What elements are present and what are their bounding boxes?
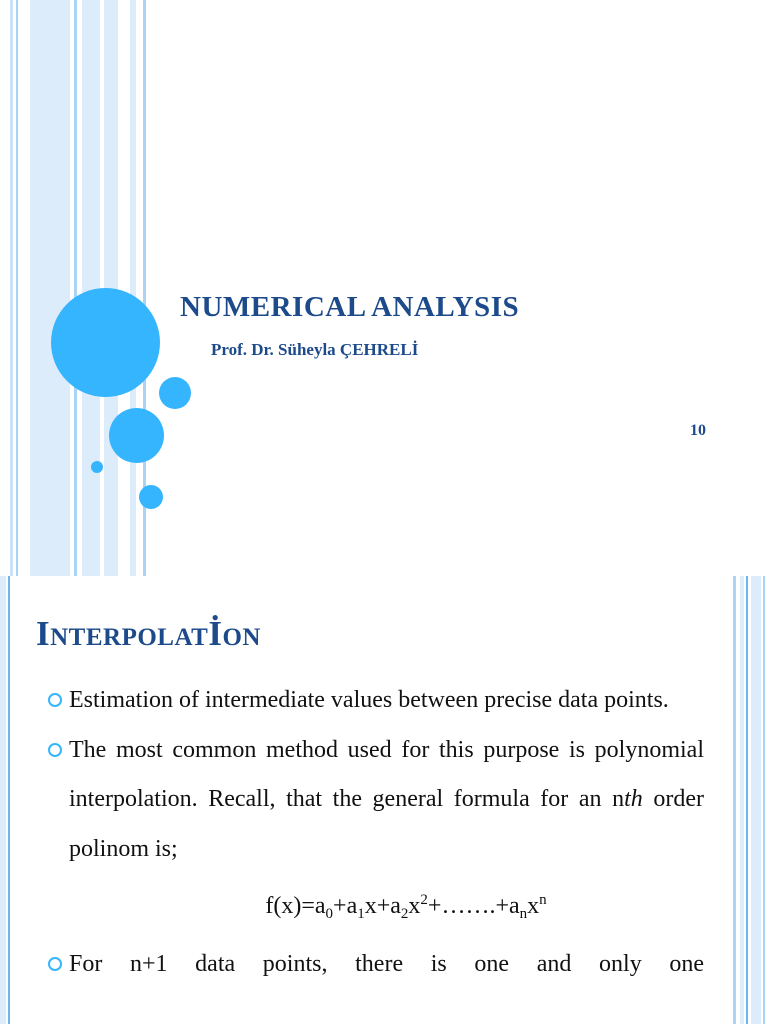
polynomial-formula: $f(x)=a_0+a_1x+a_2x^2+\dots\dots.+a_nx^n$ [265, 892, 547, 922]
decor-stripe [746, 576, 748, 1024]
slide-title: NUMERICAL ANALYSIS [180, 291, 520, 323]
decor-circle-medium [109, 408, 164, 463]
decor-stripe [763, 576, 765, 1024]
decor-stripe [0, 576, 6, 1024]
bullet-item [48, 726, 704, 875]
decor-circle-small [139, 485, 163, 509]
bullet-text: For n+1 data points, there is one and only one [69, 951, 704, 977]
decor-stripe [30, 0, 70, 576]
page-number: 10 [690, 422, 706, 439]
slide-body [48, 676, 704, 990]
hollow-circle-icon [48, 693, 62, 707]
decor-stripe [733, 576, 736, 1024]
decor-stripe [740, 576, 744, 1024]
decor-stripe [74, 0, 77, 576]
decor-circle-small [159, 377, 191, 409]
decor-stripe [8, 576, 10, 1024]
bullet-item [48, 940, 704, 990]
bullet-text: Estimation of intermediate values between precise data points. [69, 687, 669, 713]
decor-stripe [751, 576, 761, 1024]
decor-stripe [10, 0, 13, 576]
bullet-item [48, 676, 704, 726]
slide-author: Prof. Dr. Süheyla ÇEHRELİ [211, 340, 419, 359]
content-slide [0, 576, 768, 1024]
hollow-circle-icon [48, 957, 62, 971]
bullet-text: The most common method used for this purpose is polynomial interpolation. Recall, that the general formula for an nth order polinom is; [69, 736, 704, 862]
slide-title: Interpolatİon [36, 614, 261, 653]
decor-circle-tiny [91, 461, 103, 473]
decor-stripe [16, 0, 18, 576]
decor-circle-large [51, 288, 160, 397]
decor-stripe [130, 0, 136, 576]
hollow-circle-icon [48, 743, 62, 757]
